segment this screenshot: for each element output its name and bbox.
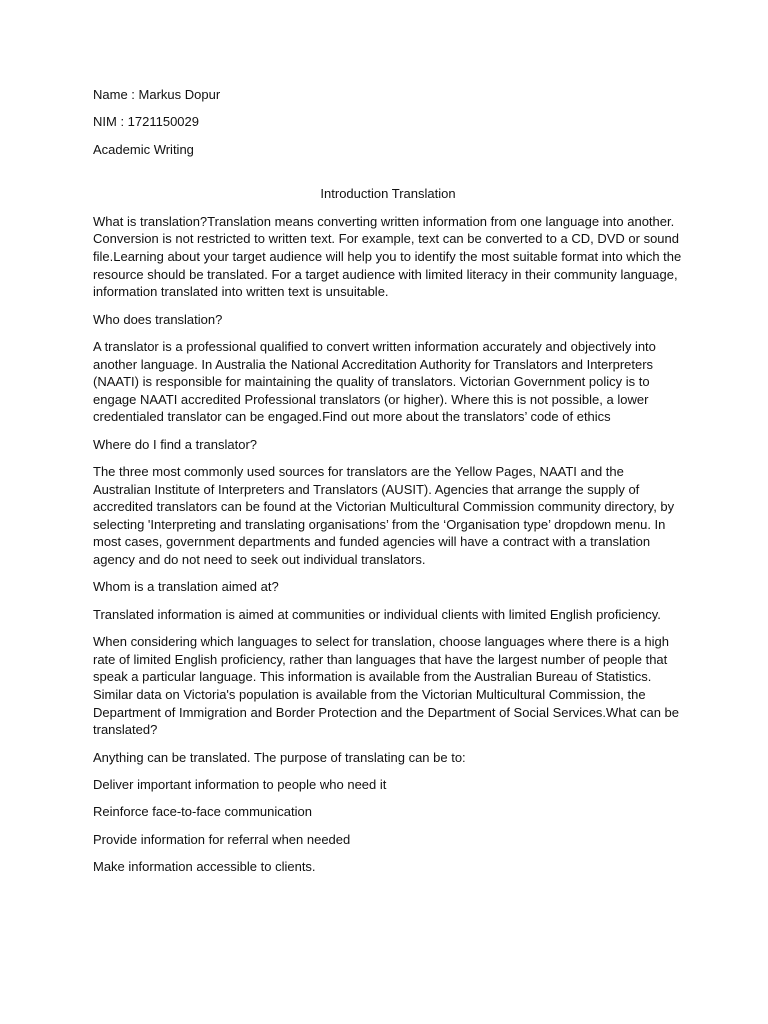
document-title: Introduction Translation bbox=[320, 186, 456, 202]
list-item-reinforce: Reinforce face-to-face communication bbox=[93, 804, 312, 820]
list-item-deliver: Deliver important information to people who need it bbox=[93, 776, 387, 792]
student-id: NIM : 1721150029 bbox=[93, 114, 199, 130]
document-page bbox=[93, 86, 683, 886]
header-block bbox=[93, 86, 683, 158]
paragraph-anything-translated: Anything can be translated. The purpose of translating can be to: bbox=[93, 749, 466, 765]
author-name: Name : Markus Dopur bbox=[93, 87, 221, 102]
paragraph-sources: The three most commonly used sources for translators are the Yellow Pages, NAATI and the Australian Institute of Interpreters and Translators (AUSIT). Agencies that arrange the supply of accredited translators can be found at the Victorian Multicultural Commission community directory, by selecting 'Interpreting and translating organisations’ from the ‘Organisation type’ dropdown menu. In most cases, government departments and funded agencies will have a contract with a translation agency and do not need to seek out individual translators. bbox=[93, 464, 675, 568]
list-item-provide: Provide information for referral when needed bbox=[93, 831, 351, 847]
list-item-accessible: Make information accessible to clients. bbox=[93, 859, 316, 875]
paragraph-what-is-translation: What is translation?Translation means converting written information from one language into another. Conversion is not restricted to written text. For example, text can be converted to a CD, DVD or sound file.Learning about your target audience will help you to identify the most suitable format into which the resource should be translated. For a target audience with limited literacy in their community language, information translated into written text is unsuitable. bbox=[93, 213, 682, 300]
course-name: Academic Writing bbox=[93, 141, 194, 157]
heading-where-find-translator: Where do I find a translator? bbox=[93, 436, 258, 452]
paragraph-languages: When considering which languages to select for translation, choose languages where there is a high rate of limited English proficiency, rather than languages that have the largest number of people that speak a particular language. This information is available from the Australian Bureau of Statistics. Similar data on Victoria's population is available from the Victorian Multicultural Commission, the Department of Immigration and Border Protection and the Department of Social Services.What can be translated? bbox=[93, 634, 680, 738]
heading-whom-aimed: Whom is a translation aimed at? bbox=[93, 579, 279, 595]
heading-who-does-translation: Who does translation? bbox=[93, 311, 223, 327]
paragraph-aimed-at: Translated information is aimed at communities or individual clients with limited English proficiency. bbox=[93, 606, 661, 622]
paragraph-translator: A translator is a professional qualified to convert written information accurately and objectively into another language. In Australia the National Accreditation Authority for Translators and Interpreters (NAATI) is responsible for maintaining the quality of translators. Victorian Government policy is to engage NAATI accredited Professional translators (or higher). Where this is not possible, a lower credentialed translator can be engaged.Find out more about the translators’ code of ethics bbox=[93, 338, 656, 425]
